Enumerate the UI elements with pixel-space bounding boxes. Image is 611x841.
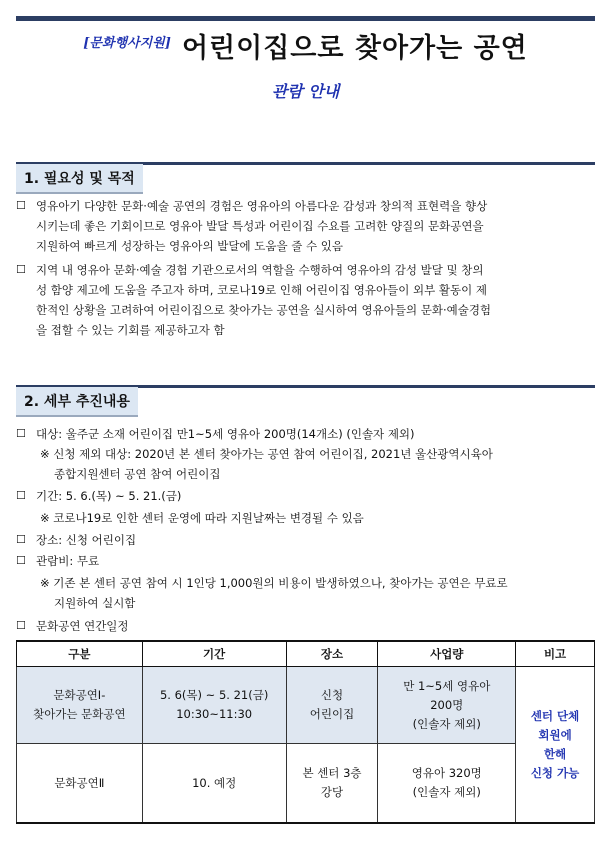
- text-line: ※ 신청 제외 대상: 2020년 본 센터 찾아가는 공연 참여 어린이집, 2021년 울산광역시육아: [40, 447, 493, 461]
- cell-line: 신청: [320, 688, 344, 702]
- page-title: 어린이집으로 찾아가는 공연: [181, 33, 528, 64]
- cell-line: 문화공연Ⅰ-: [53, 688, 106, 702]
- list-item: [36, 196, 596, 256]
- list-item: 관람비: 무료: [36, 554, 100, 568]
- cell-line: 10. 예정: [192, 775, 237, 790]
- schedule-table: [16, 640, 595, 824]
- checkbox-bullet-icon: ☐: [16, 554, 26, 567]
- text-line: 종합지원센터 공연 참여 어린이집: [54, 467, 221, 481]
- table-header-row: [17, 641, 595, 667]
- column-header: 장소: [286, 641, 378, 667]
- cell-line: 한해: [543, 746, 567, 761]
- cell-line: (인솔자 제외): [412, 716, 481, 731]
- column-header: 기간: [142, 641, 286, 667]
- cell-line: (인솔자 제외): [412, 785, 481, 799]
- place-cell: [286, 667, 378, 744]
- cell-line: 신청 가능: [530, 765, 580, 780]
- cell-line: 영유아 320명: [411, 766, 482, 780]
- place-cell: [286, 744, 378, 824]
- text-line: 영유아기 다양한 문화·예술 공연의 경험은 영유아의 아름다운 감성과 창의적 표현력을 향상: [36, 199, 488, 213]
- text-line: ※ 코로나19로 인한 센터 운영에 따라 지원날짜는 변경될 수 있음: [40, 511, 364, 525]
- cell-line: 어린이집: [309, 707, 355, 721]
- amount-cell: [378, 667, 516, 744]
- text-line: 지역 내 영유아 문화·예술 경험 기관으로서의 역할을 수행하여 영유아의 감성 발달 및 창의: [36, 263, 484, 277]
- list-item: [36, 260, 596, 340]
- text-line: 한적인 상황을 고려하여 어린이집으로 찾아가는 공연을 실시하여 영유아들의 문화·예술경험: [36, 303, 492, 317]
- amount-cell: [378, 744, 516, 824]
- list-item: 대상: 울주군 소재 어린이집 만1~5세 영유아 200명(14개소) (인솔자 제외): [36, 427, 415, 441]
- cell-line: 만 1~5세 영유아: [403, 678, 491, 693]
- cell-line: 강당: [320, 785, 344, 799]
- table-row: [17, 667, 595, 744]
- note-item: [40, 508, 364, 528]
- column-header: 비고: [516, 641, 595, 667]
- top-rule: [16, 16, 595, 21]
- cell-line: 10:30~11:30: [176, 707, 253, 721]
- period-cell: [142, 667, 286, 744]
- text-line: 지원하여 빠르게 성장하는 영유아의 발달에 도움을 줄 수 있음: [36, 239, 343, 253]
- cell-line: 본 센터 3층: [302, 766, 362, 780]
- cell-line: 200명: [430, 697, 464, 712]
- cell-line: 5. 6(목) ~ 5. 21(금): [159, 688, 269, 702]
- page-subtitle: 관람 안내: [271, 82, 340, 101]
- cell-line: 센터 단체: [530, 708, 580, 723]
- remark-cell: [516, 667, 595, 824]
- page-header: [16, 26, 595, 76]
- checkbox-bullet-icon: ☐: [16, 533, 26, 546]
- cell-line: 문화공연Ⅱ: [54, 775, 105, 790]
- column-header: 구분: [17, 641, 143, 667]
- section-heading: 1. 필요성 및 목적: [16, 164, 143, 194]
- checkbox-bullet-icon: ☐: [16, 489, 26, 502]
- checkbox-bullet-icon: ☐: [16, 263, 26, 276]
- list-item: 기간: 5. 6.(목) ~ 5. 21.(금): [36, 489, 182, 503]
- cell-line: 회원에: [538, 727, 572, 742]
- text-line: ※ 기존 본 센터 공연 참여 시 1인당 1,000원의 비용이 발생하였으나, 찾아가는 공연은 무료로: [40, 576, 508, 590]
- text-line: 을 접할 수 있는 기회를 제공하고자 함: [36, 323, 225, 337]
- section-heading: 2. 세부 추진내용: [16, 387, 138, 417]
- cell-line: 찾아가는 문화공연: [33, 707, 126, 721]
- checkbox-bullet-icon: ☐: [16, 199, 26, 212]
- note-item: [40, 444, 493, 484]
- table-row: [17, 744, 595, 824]
- column-header: 사업량: [378, 641, 516, 667]
- category-cell: [17, 667, 143, 744]
- checkbox-bullet-icon: ☐: [16, 427, 26, 440]
- list-item: 문화공연 연간일정: [36, 619, 129, 633]
- text-line: 지원하여 실시함: [54, 596, 136, 610]
- text-line: 성 함양 제고에 도움을 주고자 하며, 코로나19로 인해 어린이집 영유아들이 외부 활동이 제: [36, 283, 487, 297]
- list-item: 장소: 신청 어린이집: [36, 533, 137, 547]
- text-line: 시키는데 좋은 기회이므로 영유아 발달 특성과 어린이집 수요를 고려한 양질의 문화공연을: [36, 219, 484, 233]
- period-cell: [142, 744, 286, 824]
- category-cell: [17, 744, 143, 824]
- checkbox-bullet-icon: ☐: [16, 619, 26, 632]
- note-item: [40, 573, 508, 613]
- category-tag: [문화행사지원]: [83, 36, 171, 51]
